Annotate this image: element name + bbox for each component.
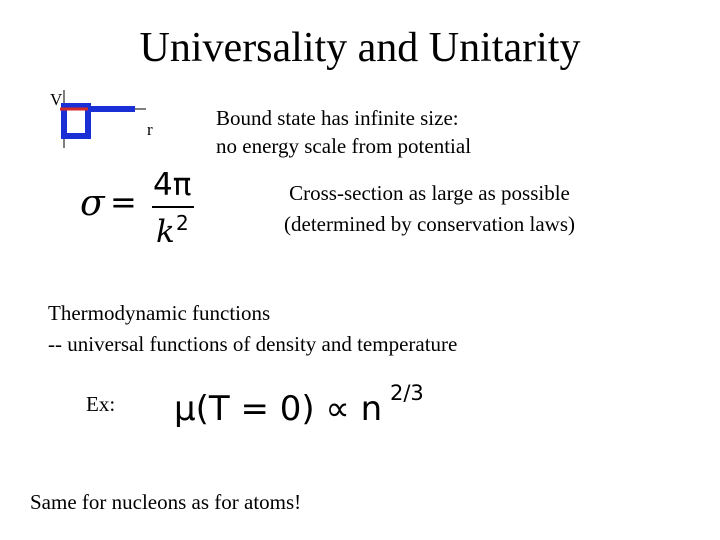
thermo-line: -- universal functions of density and temperature [48,332,458,356]
cross-section-line: (determined by conservation laws) [284,212,575,236]
closing-statement: Same for nucleons as for atoms! [30,490,302,514]
mu-expression: μ(T = 0) ∝ n [174,389,383,429]
slide-title: Universality and Unitarity [139,25,581,71]
thermo-line: Thermodynamic functions [48,301,271,325]
numerator: 4π [153,167,192,203]
chemical-potential-formula [172,374,442,434]
mu-exponent: 2/3 [390,381,424,405]
cross-section-line: Cross-section as large as possible [289,181,570,205]
potential-well-diagram [48,88,168,150]
bound-state-line: Bound state has infinite size: [216,106,459,130]
example-label: Ex: [86,392,116,416]
equals-sign: = [110,183,137,221]
cross-section-text [262,178,597,240]
r-axis-label: r [147,120,153,139]
v-axis-label: V [50,90,63,109]
bound-state-text [216,104,471,160]
bound-state-line: no energy scale from potential [216,134,472,158]
sigma-symbol: σ [80,183,105,224]
thermodynamic-text [48,298,457,360]
denominator-exponent: 2 [176,211,189,235]
cross-section-formula [80,160,210,248]
denominator: k [156,214,175,248]
